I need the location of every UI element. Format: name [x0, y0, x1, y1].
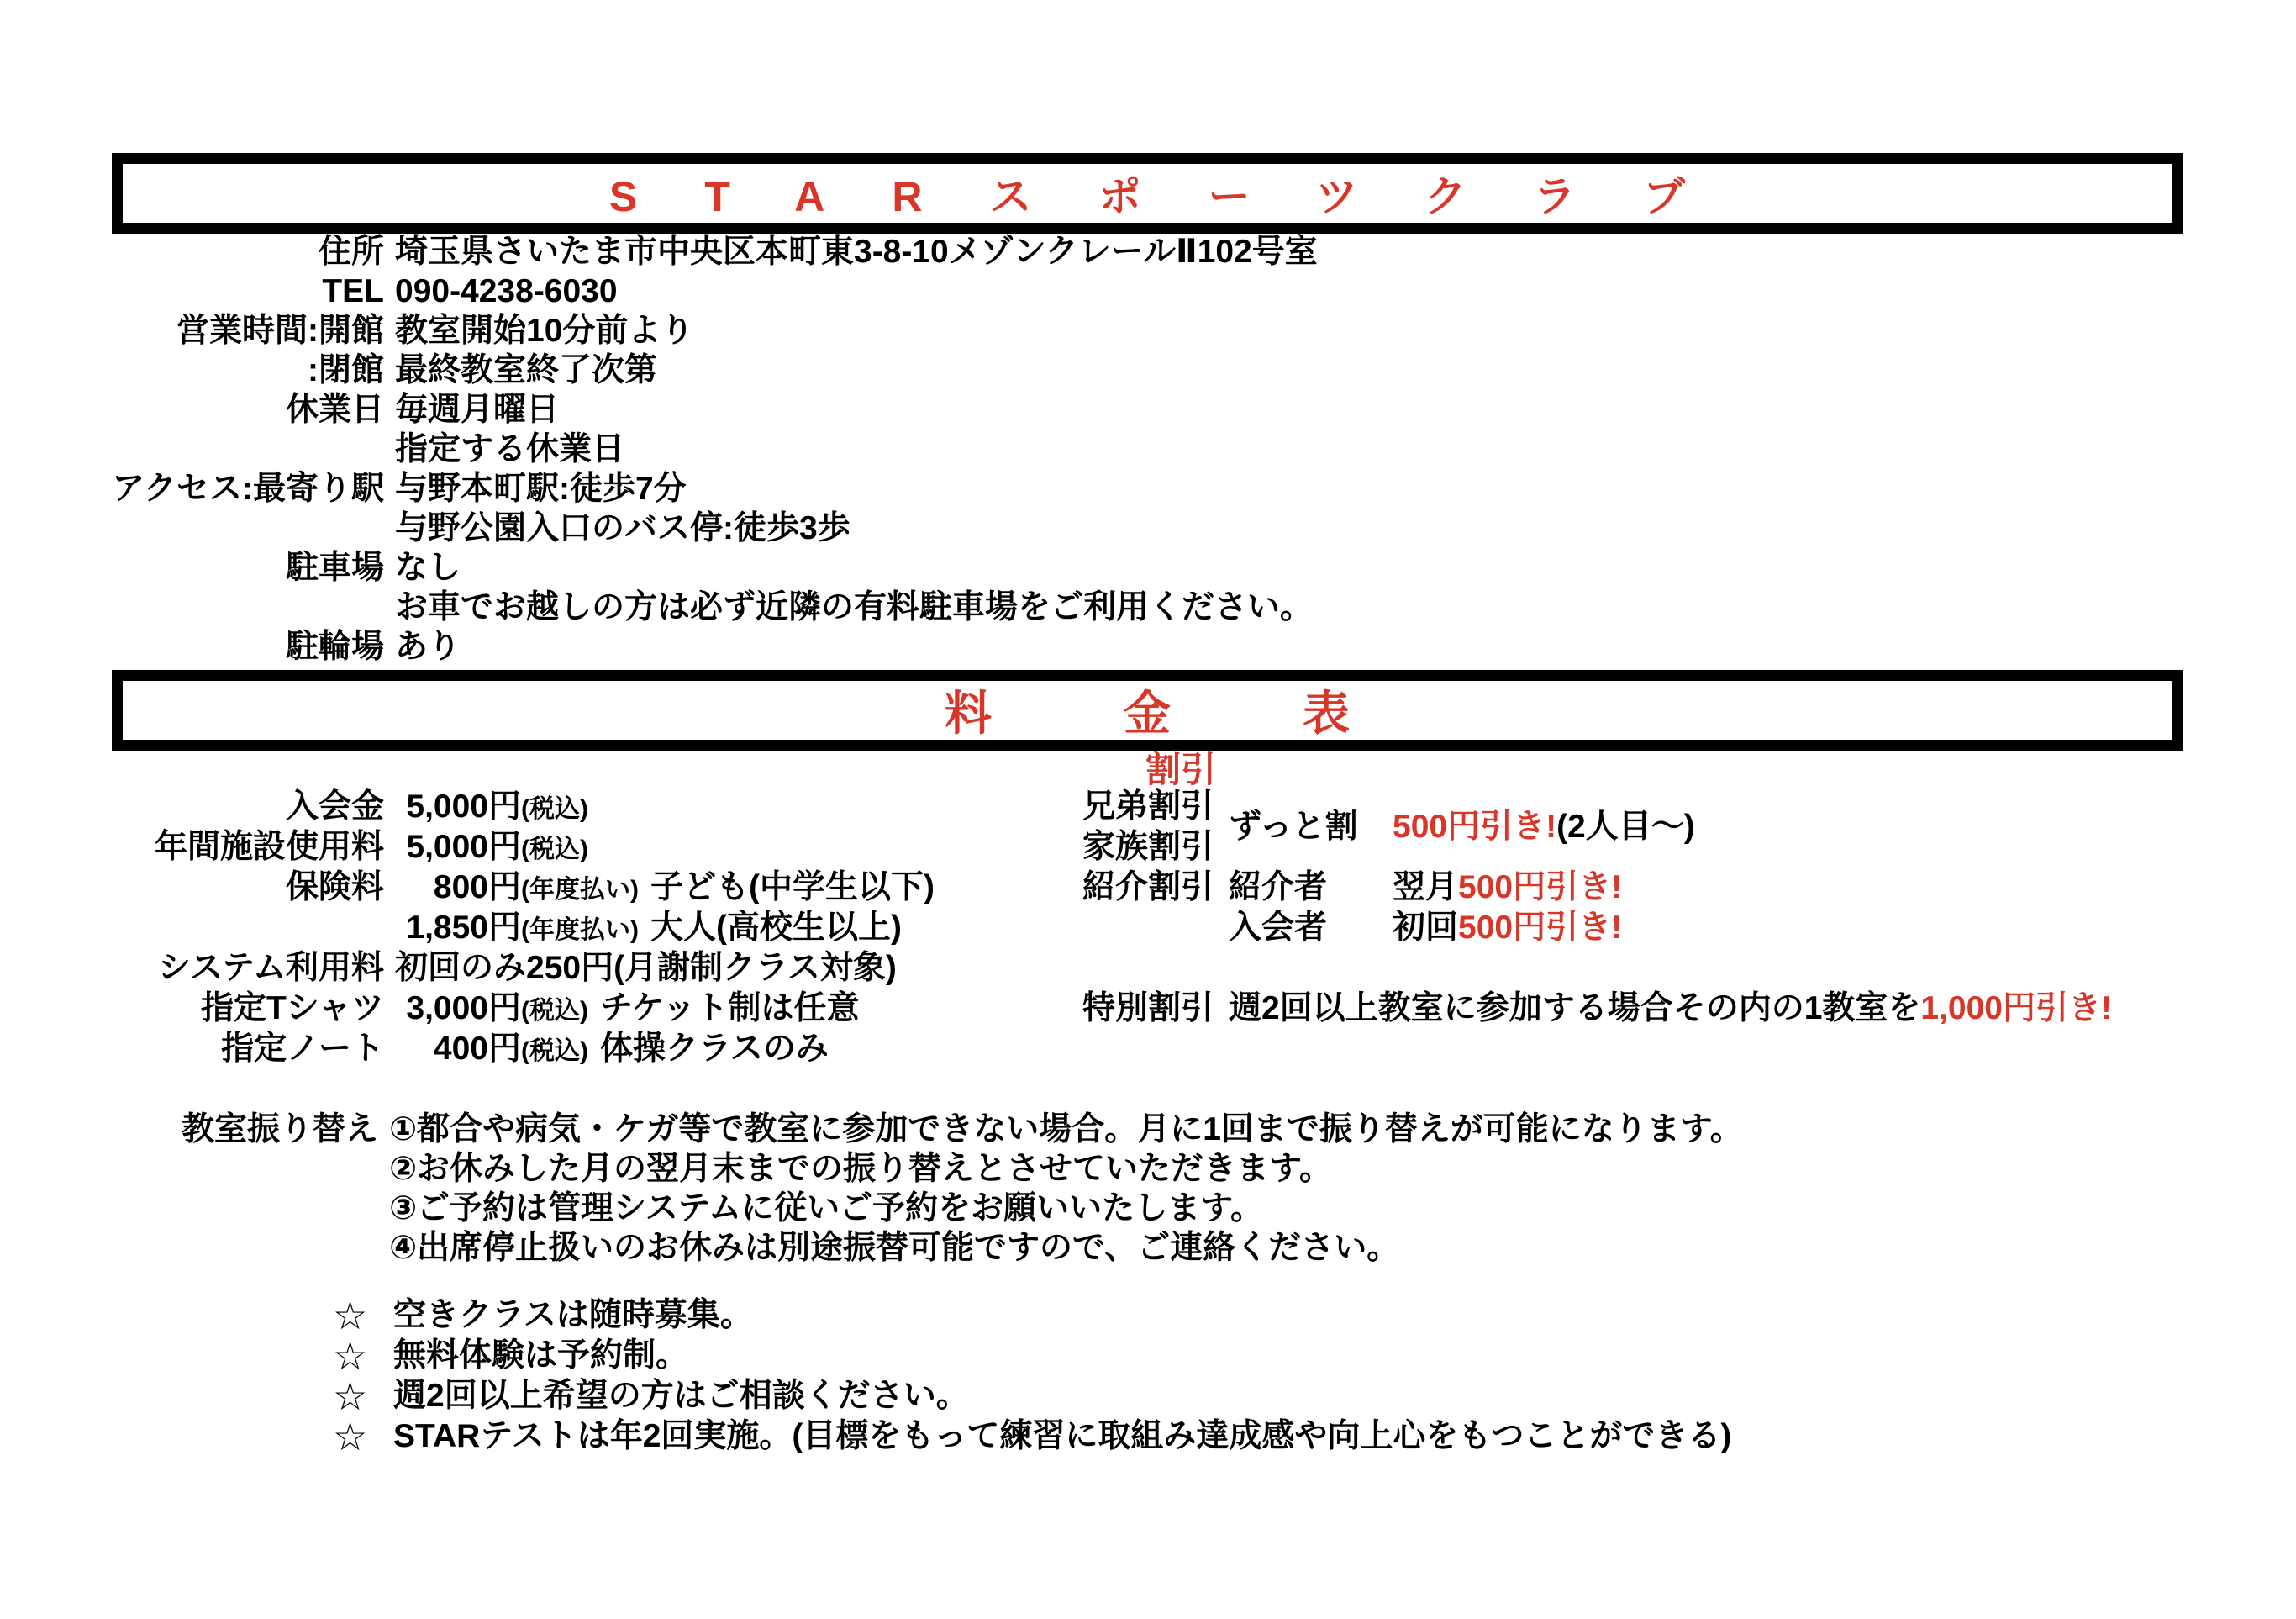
- price-row: [0, 1029, 1076, 1069]
- price-row: [0, 989, 1076, 1029]
- info-value: 埼玉県さいたま市中央区本町東3-8-10メゾンクレールⅡ102号室: [395, 234, 1318, 270]
- price-note: (税込): [521, 997, 588, 1025]
- info-value: 最終教室終了次第: [395, 352, 658, 388]
- info-value: 教室開始10分前より: [395, 313, 694, 349]
- discount-zutto-red: 500円引き!: [1393, 809, 1557, 845]
- note-row: [333, 1295, 1731, 1336]
- price-label: 保険料: [285, 869, 384, 905]
- price-label: 指定Tシャツ: [200, 990, 384, 1026]
- discount-zutto-value: [1393, 807, 1695, 847]
- price-label: [0, 908, 384, 948]
- transfer-item: ③ご予約は管理システムに従いご予約をお願いいたします。: [389, 1190, 1264, 1226]
- discount-referral-value-2: [1393, 908, 1622, 948]
- info-value: 090-4238-6030: [395, 273, 618, 309]
- discount-referral-who-1: 紹介者: [1229, 869, 1328, 905]
- facility-info: [0, 232, 2296, 667]
- club-title-box: [112, 153, 2183, 234]
- price-row: [0, 787, 1076, 827]
- price-row: [0, 868, 1076, 908]
- price-amount: 5,000円: [406, 829, 521, 865]
- star-icon: ☆: [333, 1334, 368, 1378]
- discount-referral-prefix-2: 初回: [1393, 910, 1459, 946]
- discount-header: 割引: [1145, 750, 1217, 789]
- info-row: [0, 272, 2296, 311]
- info-value: あり: [395, 629, 461, 665]
- info-row: [0, 232, 2296, 272]
- star-icon: ☆: [333, 1374, 368, 1418]
- transfer-item: ①都合や病気・ケガ等で教室に参加できない場合。月に1回まで振り替えが可能になります。: [389, 1111, 1743, 1147]
- discount-referral-label: 紹介割引: [1082, 869, 1214, 905]
- price-table-title: 料金表: [945, 687, 1482, 740]
- info-row: [0, 351, 2296, 390]
- price-extra: 大人(高校生以上): [650, 910, 902, 946]
- info-label: 住所: [318, 234, 384, 270]
- info-label: [0, 509, 384, 548]
- transfer-item: ②お休みした月の翌月末までの振り替えとさせていただきます。: [389, 1151, 1332, 1187]
- transfer-items: [389, 1110, 1743, 1268]
- price-label: 年間施設使用料: [154, 829, 384, 865]
- club-title: STARスポーツクラブ: [609, 173, 1752, 220]
- info-label: [0, 430, 384, 469]
- info-value: 与野公園入口のバス停:徒歩3歩: [395, 510, 850, 546]
- price-row: [0, 908, 1076, 948]
- price-note: (税込): [521, 1037, 588, 1065]
- info-label: 休業日: [285, 392, 384, 428]
- info-row: [0, 548, 2296, 588]
- discount-special-label: 特別割引: [1082, 990, 1214, 1026]
- info-label: 駐輪場: [285, 629, 384, 665]
- info-value: 与野本町駅:徒歩7分: [395, 471, 687, 507]
- note-text: STARテストは年2回実施。(目標をもって練習に取組み達成感や向上心をもつことができる): [393, 1418, 1732, 1454]
- discount-sibling-label-2: 家族割引: [1082, 829, 1214, 865]
- info-row: [0, 430, 2296, 469]
- price-table-title-box: [112, 670, 2183, 751]
- note-row: [333, 1376, 1731, 1416]
- info-row: [0, 311, 2296, 351]
- info-value: なし: [395, 550, 461, 586]
- price-amount: 1,850円: [406, 910, 521, 946]
- price-amount: 3,000円: [406, 990, 521, 1026]
- price-extra: 体操クラスのみ: [599, 1031, 829, 1067]
- notes-list: [333, 1295, 1731, 1457]
- price-label: システム利用料: [157, 950, 384, 986]
- info-label: 駐車場: [285, 550, 384, 586]
- note-row: [333, 1416, 1731, 1457]
- discount-zutto-name: ずっと割: [1229, 809, 1358, 845]
- discount-referral-red-1: 500円引き!: [1458, 869, 1623, 905]
- info-label: :閉館: [308, 352, 384, 388]
- price-label: 指定ノート: [221, 1031, 384, 1067]
- info-label: [0, 588, 384, 627]
- note-text: 無料体験は予約制。: [393, 1337, 689, 1374]
- note-text: 週2回以上希望の方はご相談ください。: [393, 1378, 969, 1414]
- discount-sibling-label-1: 兄弟割引: [1082, 788, 1214, 825]
- transfer-item: ④出席停止扱いのお休みは別途振替可能ですので、ご連絡ください。: [389, 1230, 1400, 1266]
- price-note: (年度払い): [521, 916, 639, 944]
- discount-referral-value-1: [1393, 868, 1622, 908]
- info-value: 毎週月曜日: [395, 392, 560, 428]
- star-icon: ☆: [333, 1415, 368, 1458]
- price-row: [0, 827, 1076, 868]
- discount-special-prefix: 週2回以上教室に参加する場合その内の1教室を: [1229, 990, 1921, 1026]
- price-note: (税込): [521, 795, 588, 823]
- info-row: [0, 469, 2296, 509]
- discount-zutto-suffix: (2人目〜): [1556, 809, 1695, 845]
- price-list: [0, 787, 1076, 1069]
- note-text: 空きクラスは随時募集。: [393, 1297, 753, 1333]
- info-value: お車でお越しの方は必ず近隣の有料駐車場をご利用ください。: [395, 589, 1314, 625]
- transfer-label: 教室振り替え: [181, 1111, 378, 1147]
- info-label: アクセス:最寄り駅: [112, 471, 384, 507]
- info-row: [0, 588, 2296, 627]
- price-row: [0, 948, 1076, 989]
- discount-referral-who-2: 入会者: [1229, 910, 1328, 946]
- info-row: [0, 627, 2296, 667]
- info-label: 営業時間:開館: [176, 313, 384, 349]
- note-row: [333, 1336, 1731, 1376]
- price-text: 初回のみ250円(月謝制クラス対象): [395, 950, 897, 986]
- info-row: [0, 390, 2296, 430]
- price-amount: 5,000円: [406, 788, 521, 825]
- discount-special-red: 1,000円引き!: [1920, 990, 2112, 1026]
- discount-referral-prefix-1: 翌月: [1393, 869, 1459, 905]
- info-row: [0, 509, 2296, 548]
- star-icon: ☆: [333, 1294, 368, 1337]
- price-note: (税込): [521, 836, 588, 863]
- discount-referral-red-2: 500円引き!: [1458, 910, 1623, 946]
- price-amount: 800円: [433, 869, 521, 905]
- price-extra: チケット制は任意: [599, 990, 860, 1026]
- discount-special-value: [1229, 989, 2112, 1029]
- info-label: TEL: [322, 273, 384, 309]
- price-label: 入会金: [285, 788, 384, 825]
- price-extra: 子ども(中学生以下): [650, 869, 935, 905]
- price-amount: 400円: [433, 1031, 521, 1067]
- info-value: 指定する休業日: [395, 431, 625, 467]
- price-note: (年度払い): [521, 876, 639, 904]
